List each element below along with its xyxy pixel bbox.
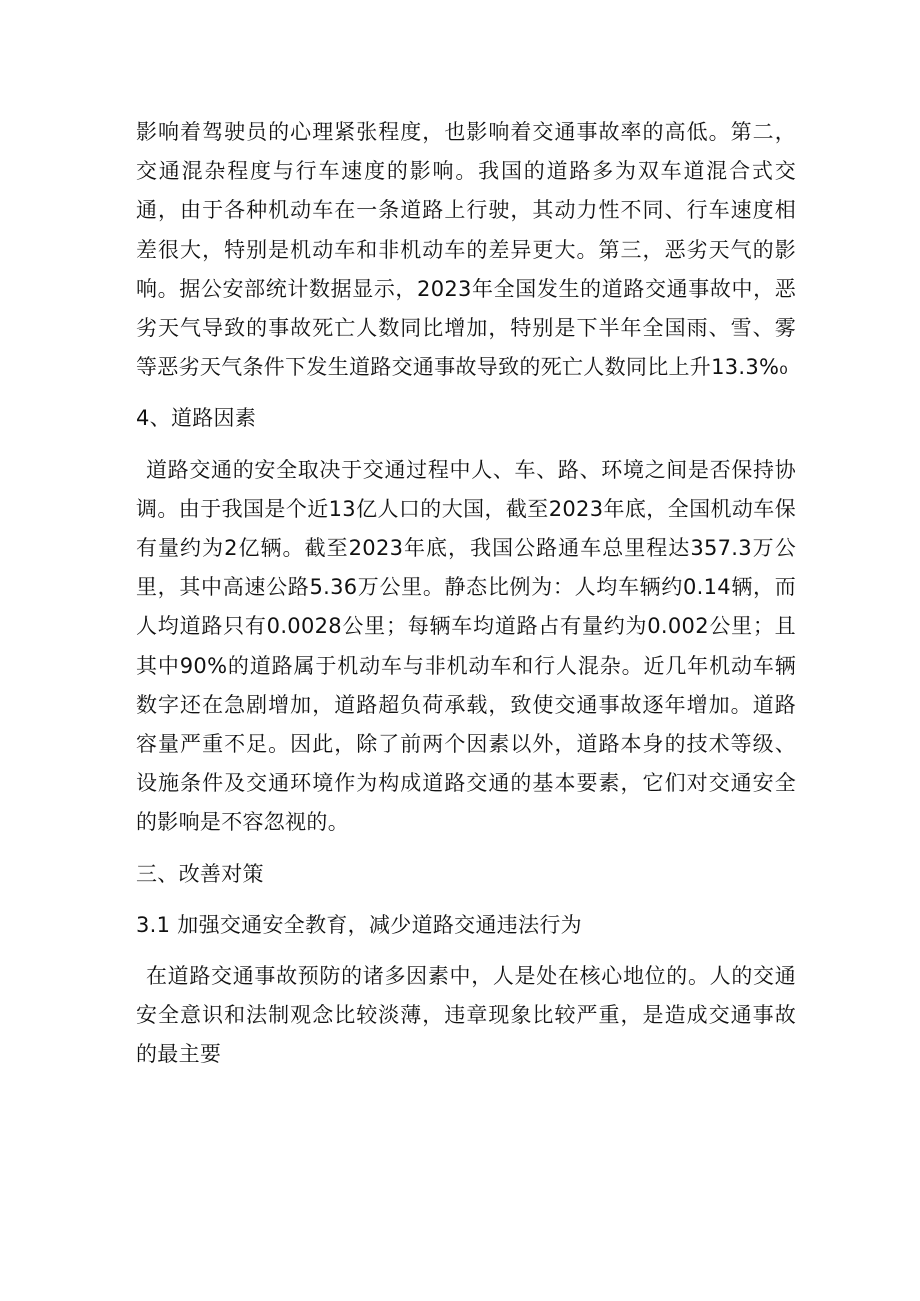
- heading-improvement-measures: 三、改善对策: [136, 861, 264, 886]
- document-body: [136, 113, 796, 1075]
- paragraph-safety-education: 在道路交通事故预防的诸多因素中，人是处在核心地位的。人的交通安全意识和法制观念比较淡薄，违章现象比较严重，是造成交通事故的最主要: [136, 964, 796, 1067]
- heading-safety-education: 3.1 加强交通安全教育，减少道路交通违法行为: [136, 912, 582, 937]
- paragraph-road-factors: 道路交通的安全取决于交通过程中人、车、路、环境之间是否保持协调。由于我国是个近13亿人口的大国，截至2023年底，全国机动车保有量约为2亿辆。截至2023年底，我国公路通车总里程达357.3万公里，其中高速公路5.36万公里。静态比例为：人均车辆约0.14辆，而人均道路只有0.0028公里；每辆车均道路占有量约为0.002公里；且其中90%的道路属于机动车与非机动车和行人混杂。近几年机动车辆数字还在急剧增加，道路超负荷承载，致使交通事故逐年增加。道路容量严重不足。因此，除了前两个因素以外，道路本身的技术等级、设施条件及交通环境作为构成道路交通的基本要素，它们对交通安全的影响是不容忽视的。: [136, 457, 796, 835]
- paragraph-road-environment-factors: 影响着驾驶员的心理紧张程度，也影响着交通事故率的高低。第二，交通混杂程度与行车速度的影响。我国的道路多为双车道混合式交通，由于各种机动车在一条道路上行驶，其动力性不同、行车速度相差很大，特别是机动车和非机动车的差异更大。第三，恶劣天气的影响。据公安部统计数据显示，2023年全国发生的道路交通事故中，恶劣天气导致的事故死亡人数同比增加，特别是下半年全国雨、雪、雾等恶劣天气条件下发生道路交通事故导致的死亡人数同比上升13.3%₀: [136, 120, 796, 380]
- heading-road-factors: 4、道路因素: [136, 406, 257, 431]
